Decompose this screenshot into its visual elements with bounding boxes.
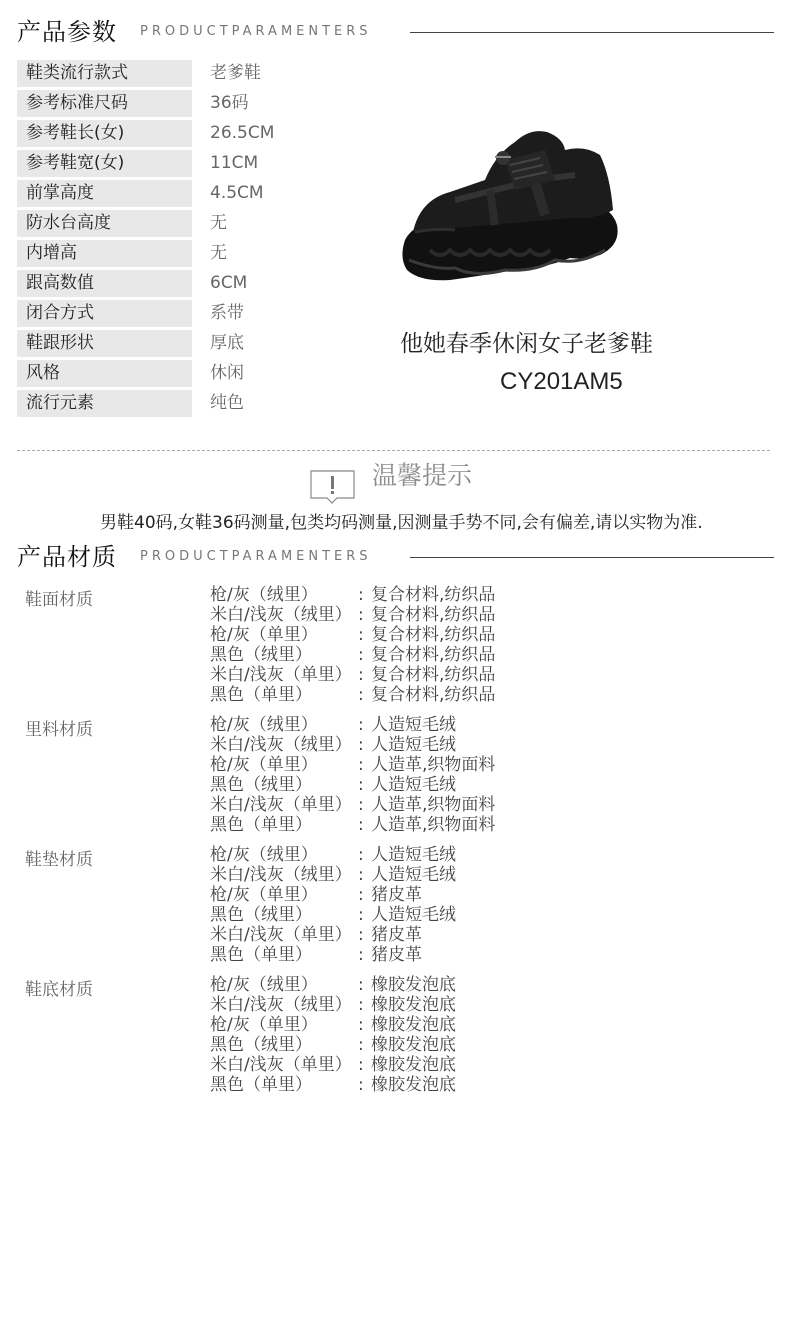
spec-row — [17, 270, 317, 300]
material-group-label: 鞋垫材质 — [25, 850, 93, 870]
spec-row — [17, 90, 317, 120]
material-value: 橡胶发泡底 — [371, 1015, 456, 1035]
material-color-variant: 枪/灰（单里） — [210, 1015, 318, 1035]
spec-row — [17, 210, 317, 240]
spec-value: 厚底 — [210, 333, 244, 353]
material-value: 橡胶发泡底 — [371, 995, 456, 1015]
spec-label: 参考标准尺码 — [17, 90, 192, 117]
material-value: 人造短毛绒 — [371, 715, 456, 735]
params-section-subtitle: PRODUCTPARAMENTERS — [140, 24, 372, 39]
material-value: 复合材料,纺织品 — [371, 625, 496, 645]
material-row — [0, 975, 790, 995]
spec-value: 6CM — [210, 273, 248, 293]
material-row — [0, 625, 790, 645]
spec-label: 风格 — [17, 360, 192, 387]
material-row — [0, 925, 790, 945]
material-separator: : — [358, 815, 364, 835]
material-value: 猪皮革 — [371, 945, 422, 965]
spec-row — [17, 150, 317, 180]
material-color-variant: 米白/浅灰（单里） — [210, 925, 352, 945]
material-value: 人造短毛绒 — [371, 735, 456, 755]
material-group-label: 鞋底材质 — [25, 980, 93, 1000]
shoe-product-image — [395, 120, 630, 295]
material-value: 复合材料,纺织品 — [371, 585, 496, 605]
spec-label: 闭合方式 — [17, 300, 192, 327]
spec-label: 鞋跟形状 — [17, 330, 192, 357]
material-section-title: 产品材质 — [17, 543, 117, 571]
material-separator: : — [358, 995, 364, 1015]
spec-label: 鞋类流行款式 — [17, 60, 192, 87]
material-color-variant: 米白/浅灰（绒里） — [210, 865, 352, 885]
material-separator: : — [358, 845, 364, 865]
material-row — [0, 715, 790, 735]
spec-row — [17, 120, 317, 150]
material-separator: : — [358, 975, 364, 995]
material-color-variant: 米白/浅灰（绒里） — [210, 735, 352, 755]
material-color-variant: 枪/灰（单里） — [210, 755, 318, 775]
tip-text: 男鞋40码,女鞋36码测量,包类均码测量,因测量手势不同,会有偏差,请以实物为准. — [100, 513, 703, 533]
material-row — [0, 775, 790, 795]
product-model: CY201AM5 — [500, 368, 623, 395]
material-value: 人造短毛绒 — [371, 775, 456, 795]
spec-row — [17, 300, 317, 330]
material-color-variant: 枪/灰（绒里） — [210, 975, 318, 995]
material-separator: : — [358, 945, 364, 965]
material-row — [0, 735, 790, 755]
material-section-header — [0, 535, 790, 575]
spec-value: 36码 — [210, 93, 249, 113]
material-separator: : — [358, 735, 364, 755]
material-row — [0, 995, 790, 1015]
material-color-variant: 黑色（绒里） — [210, 1035, 312, 1055]
material-row — [0, 905, 790, 925]
material-group-label: 里料材质 — [25, 720, 93, 740]
spec-row — [17, 360, 317, 390]
material-separator: : — [358, 665, 364, 685]
material-separator: : — [358, 625, 364, 645]
spec-row — [17, 330, 317, 360]
spec-value: 系带 — [210, 303, 244, 323]
dashed-divider — [17, 450, 770, 451]
material-row — [0, 645, 790, 665]
spec-value: 纯色 — [210, 393, 244, 413]
material-group-label: 鞋面材质 — [25, 590, 93, 610]
spec-row — [17, 60, 317, 90]
material-separator: : — [358, 905, 364, 925]
material-color-variant: 枪/灰（绒里） — [210, 585, 318, 605]
material-separator: : — [358, 775, 364, 795]
material-row — [0, 685, 790, 705]
material-separator: : — [358, 885, 364, 905]
material-separator: : — [358, 645, 364, 665]
material-color-variant: 黑色（单里） — [210, 1075, 312, 1095]
spec-value: 老爹鞋 — [210, 63, 261, 83]
material-value: 复合材料,纺织品 — [371, 665, 496, 685]
spec-row — [17, 390, 317, 420]
material-value: 橡胶发泡底 — [371, 1035, 456, 1055]
material-value: 猪皮革 — [371, 885, 422, 905]
spec-value: 11CM — [210, 153, 259, 173]
material-row — [0, 605, 790, 625]
material-value: 复合材料,纺织品 — [371, 685, 496, 705]
material-value: 复合材料,纺织品 — [371, 605, 496, 625]
material-color-variant: 枪/灰（绒里） — [210, 715, 318, 735]
material-separator: : — [358, 1035, 364, 1055]
material-color-variant: 米白/浅灰（绒里） — [210, 995, 352, 1015]
material-separator: : — [358, 865, 364, 885]
material-value: 橡胶发泡底 — [371, 1075, 456, 1095]
material-color-variant: 黑色（绒里） — [210, 645, 312, 665]
material-separator: : — [358, 925, 364, 945]
tip-title: 温馨提示 — [372, 461, 473, 490]
material-color-variant: 米白/浅灰（单里） — [210, 1055, 352, 1075]
material-separator: : — [358, 1055, 364, 1075]
material-value: 复合材料,纺织品 — [371, 645, 496, 665]
params-section-divider — [410, 32, 774, 33]
material-value: 橡胶发泡底 — [371, 975, 456, 995]
material-color-variant: 枪/灰（单里） — [210, 625, 318, 645]
spec-row — [17, 240, 317, 270]
params-section-header — [0, 10, 790, 50]
material-color-variant: 黑色（单里） — [210, 815, 312, 835]
material-row — [0, 1075, 790, 1095]
spec-label: 防水台高度 — [17, 210, 192, 237]
speech-bubble-exclamation-icon — [310, 470, 355, 504]
material-color-variant: 黑色（单里） — [210, 945, 312, 965]
material-color-variant: 米白/浅灰（单里） — [210, 795, 352, 815]
spec-row — [17, 180, 317, 210]
material-color-variant: 枪/灰（单里） — [210, 885, 318, 905]
material-color-variant: 米白/浅灰（单里） — [210, 665, 352, 685]
material-value: 人造革,织物面料 — [371, 815, 496, 835]
spec-label: 参考鞋宽(女) — [17, 150, 192, 177]
spec-value: 无 — [210, 213, 227, 233]
material-separator: : — [358, 585, 364, 605]
material-separator: : — [358, 715, 364, 735]
material-value: 人造革,织物面料 — [371, 795, 496, 815]
spec-label: 跟高数值 — [17, 270, 192, 297]
material-row — [0, 1055, 790, 1075]
spec-table — [17, 60, 317, 420]
params-section-title: 产品参数 — [17, 18, 117, 46]
material-separator: : — [358, 755, 364, 775]
material-value: 人造短毛绒 — [371, 905, 456, 925]
spec-value: 无 — [210, 243, 227, 263]
spec-value: 休闲 — [210, 363, 244, 383]
spec-label: 内增高 — [17, 240, 192, 267]
material-separator: : — [358, 1015, 364, 1035]
material-color-variant: 黑色（绒里） — [210, 905, 312, 925]
material-color-variant: 黑色（单里） — [210, 685, 312, 705]
material-section-subtitle: PRODUCTPARAMENTERS — [140, 549, 372, 564]
material-row — [0, 945, 790, 965]
material-row — [0, 755, 790, 775]
material-row — [0, 585, 790, 605]
material-row — [0, 865, 790, 885]
material-color-variant: 米白/浅灰（绒里） — [210, 605, 352, 625]
spec-value: 4.5CM — [210, 183, 264, 203]
material-row — [0, 1035, 790, 1055]
material-row — [0, 845, 790, 865]
material-section-divider — [410, 557, 774, 558]
material-color-variant: 黑色（绒里） — [210, 775, 312, 795]
material-row — [0, 795, 790, 815]
material-value: 猪皮革 — [371, 925, 422, 945]
material-separator: : — [358, 605, 364, 625]
material-separator: : — [358, 795, 364, 815]
material-separator: : — [358, 685, 364, 705]
material-value: 人造短毛绒 — [371, 865, 456, 885]
product-name: 他她春季休闲女子老爹鞋 — [400, 331, 653, 357]
material-value: 人造短毛绒 — [371, 845, 456, 865]
material-color-variant: 枪/灰（绒里） — [210, 845, 318, 865]
spec-label: 参考鞋长(女) — [17, 120, 192, 147]
material-row — [0, 815, 790, 835]
material-row — [0, 1015, 790, 1035]
material-value: 橡胶发泡底 — [371, 1055, 456, 1075]
spec-label: 前掌高度 — [17, 180, 192, 207]
material-row — [0, 885, 790, 905]
material-separator: : — [358, 1075, 364, 1095]
spec-label: 流行元素 — [17, 390, 192, 417]
material-row — [0, 665, 790, 685]
material-value: 人造革,织物面料 — [371, 755, 496, 775]
spec-value: 26.5CM — [210, 123, 275, 143]
